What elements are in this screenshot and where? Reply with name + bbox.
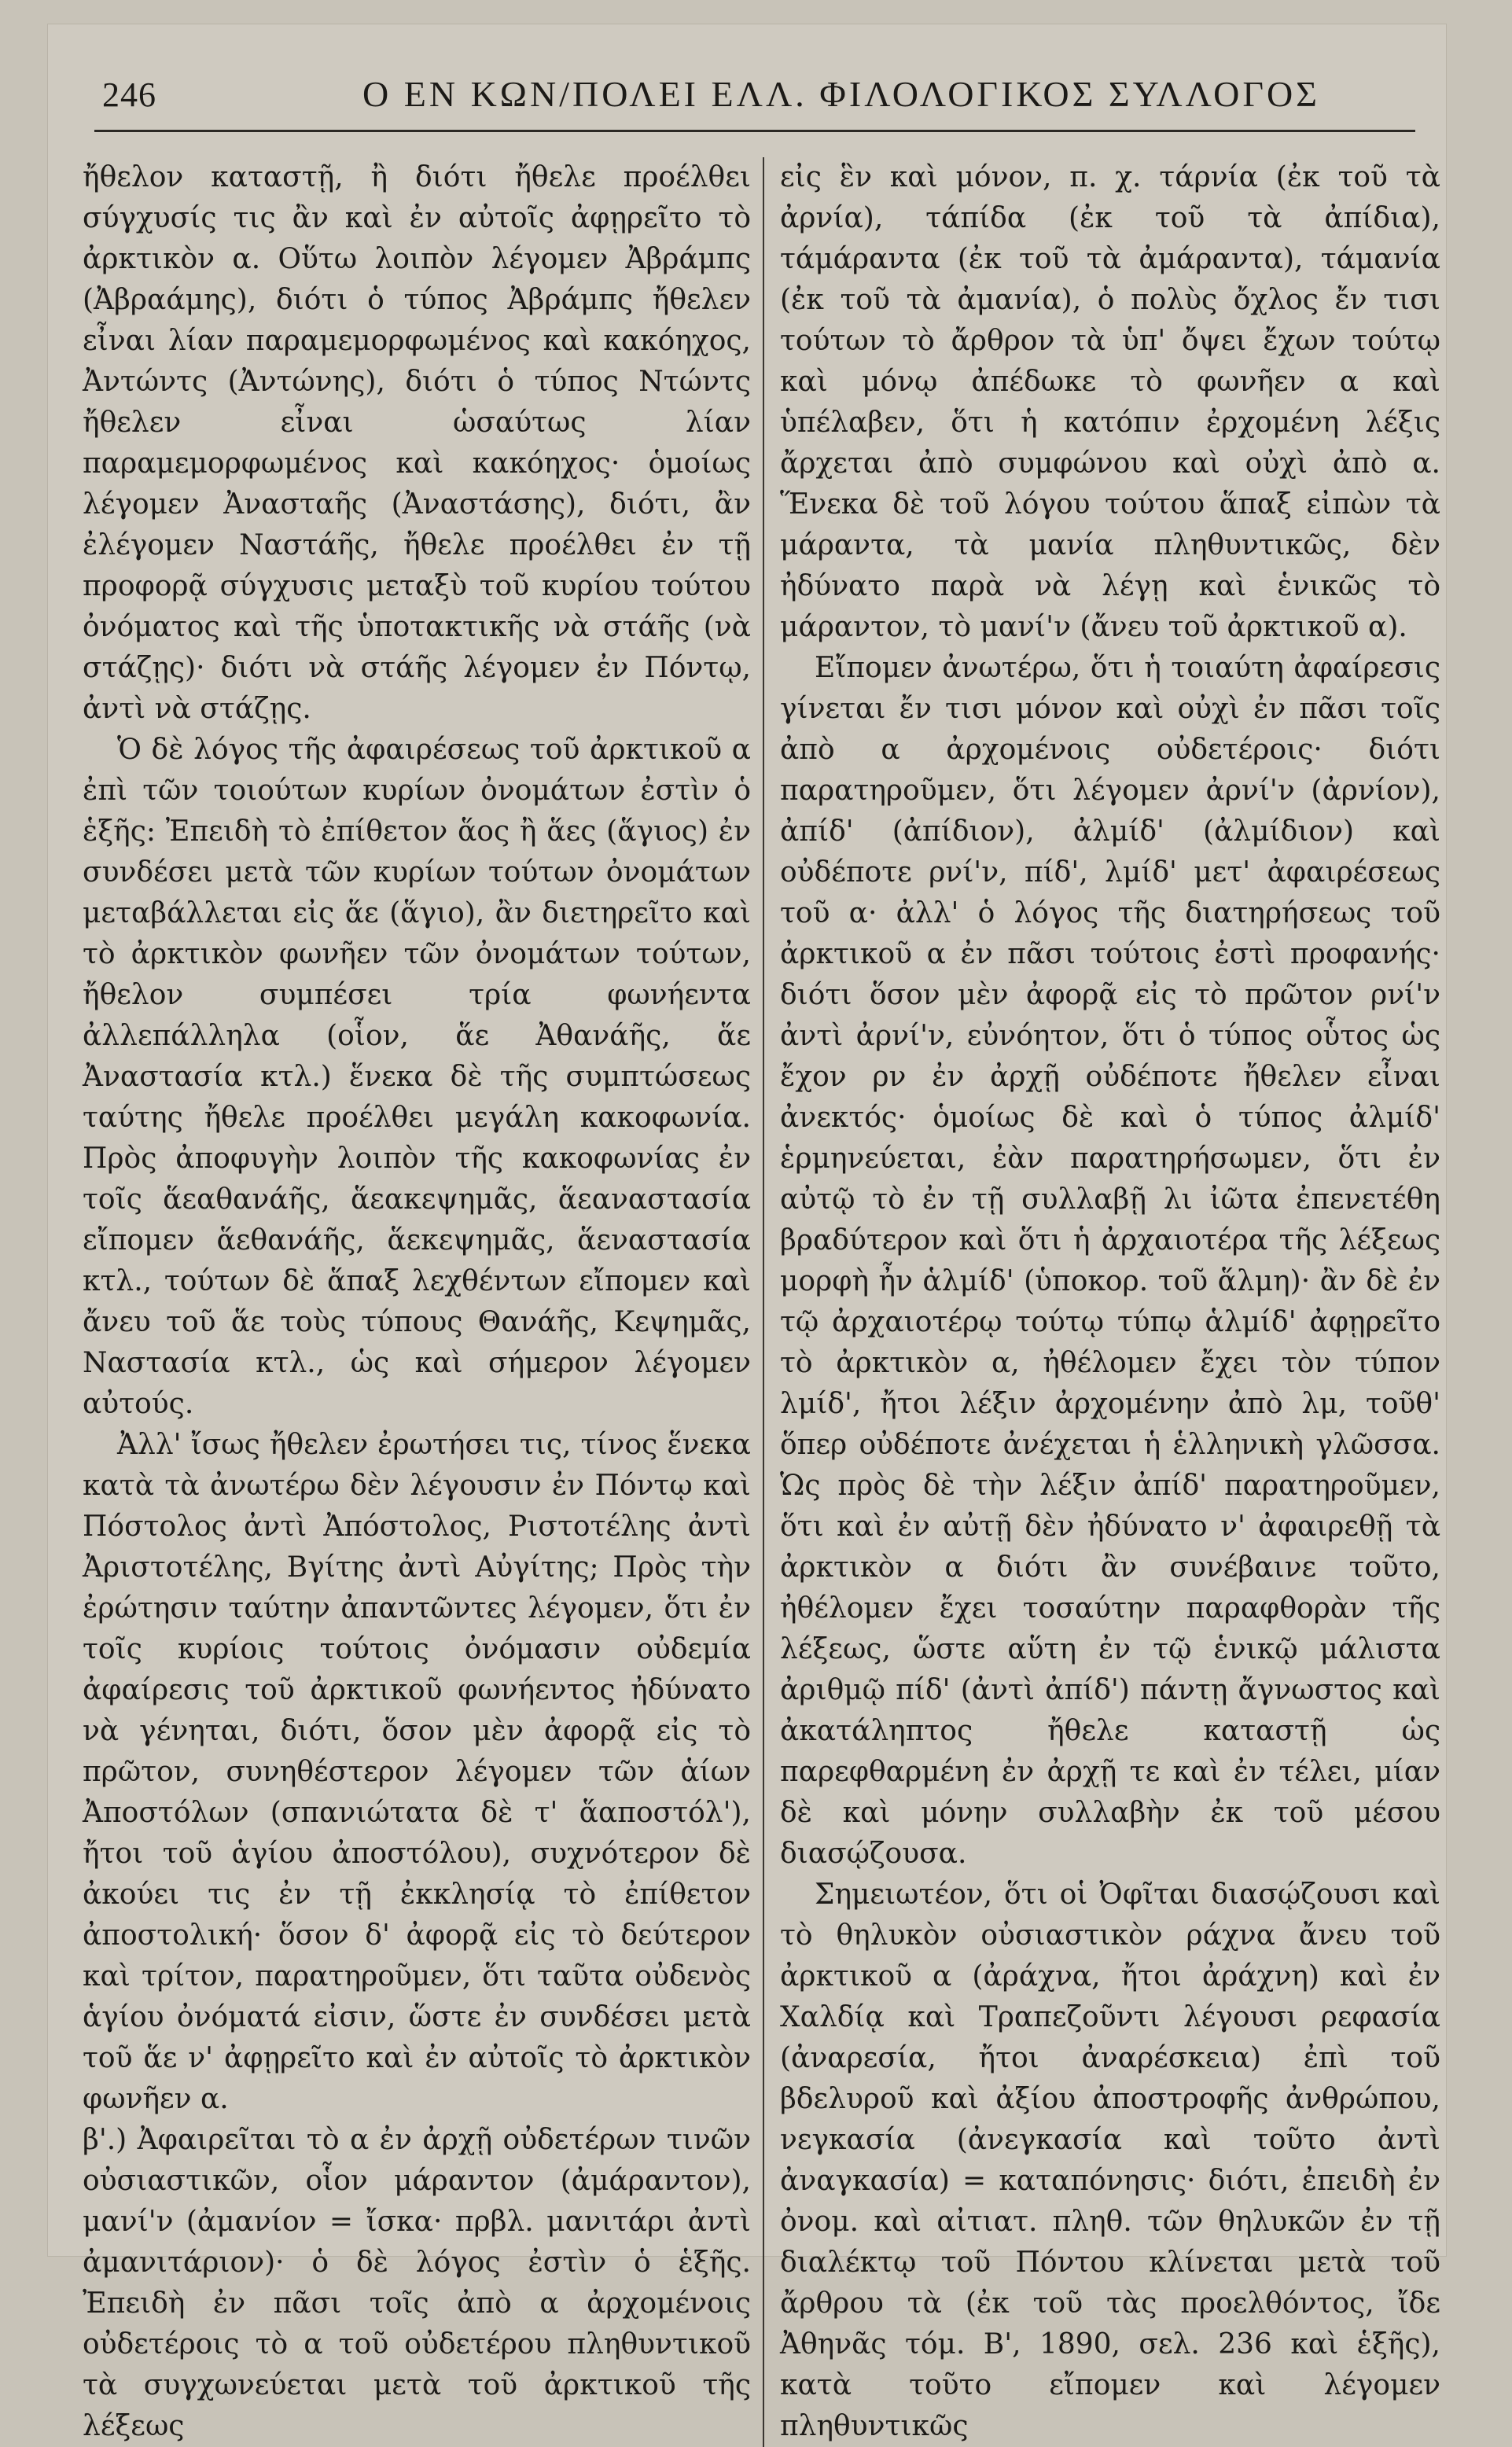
right-paragraph-1: εἰς ἓν καὶ μόνον, π. χ. τάρνία (ἐκ τοῦ τὰ ἀρνία), τάπίδα (ἐκ τοῦ τὰ ἀπίδια), τάμάραντα (ἐκ τοῦ τὰ ἀμάραντα), τάμανία (ἐκ τοῦ τὰ ἀμανία), ὁ πολὺς ὄχλος ἔν τισι τούτων τὸ ἄρθρον τὰ ὑπ' ὄψει ἔχων τούτῳ καὶ μόνῳ ἀπέδωκε τὸ φωνῆεν α καὶ ὑπέλαβεν, ὅτι ἡ κατόπιν ἐρχομένη λέξις ἄρχεται ἀπὸ συμφώνου καὶ οὐχὶ ἀπὸ α. Ἕνεκα δὲ τοῦ λόγου τούτου ἅπαξ εἰπὼν τὰ μάραντα, τὰ μανία πληθυντικῶς, δὲν ἠδύνατο παρὰ νὰ λέγῃ καὶ ἑνικῶς τὸ μάραντον, τὸ μανί'ν (ἄνευ τοῦ ἀρκτικοῦ α). bbox=[780, 161, 1440, 643]
left-paragraph-4: β'.) Ἀφαιρεῖται τὸ α ἐν ἀρχῇ οὐδετέρων τινῶν οὐσιαστικῶν, οἷον μάραντον (ἀμάραντον), μανί'ν (ἀμανίον = ἴσκα· πρβλ. μανιτάρι ἀντὶ ἀμανιτάριον)· ὁ δὲ λόγος ἐστὶν ὁ ἑξῆς. Ἐπειδὴ ἐν πᾶσι τοῖς ἀπὸ α ἀρχομένοις οὐδετέροις τὸ α τοῦ οὐδετέρου πληθυντικοῦ τὰ συγχωνεύεται μετὰ τοῦ ἀρκτικοῦ τῆς λέξεως bbox=[83, 2124, 751, 2442]
running-head: Ο ΕΝ ΚΩΝ/ΠΟΛΕΙ ΕΛΛ. ΦΙΛΟΛΟΓΙΚΟΣ ΣΥΛΛΟΓΟΣ bbox=[362, 74, 1320, 114]
right-paragraph-3: Σημειωτέον, ὅτι οἱ Ὀφῖται διασῴζουσι καὶ τὸ θηλυκὸν οὐσιαστικὸν ράχνα ἄνευ τοῦ ἀρκτικοῦ α (ἀράχνα, ἤτοι ἀράχνη) καὶ ἐν Χαλδίᾳ καὶ Τραπεζοῦντι λέγουσι ρεφασία (ἀναρεσία, ἤτοι ἀναρέσκεια) ἐπὶ τοῦ βδελυροῦ καὶ ἀξίου ἀποστροφῆς ἀνθρώπου, νεγκασία (ἀνεγκασία καὶ τοῦτο ἀντὶ ἀναγκασία) = καταπόνησις· διότι, ἐπειδὴ ἐν ὀνομ. καὶ αἰτιατ. πληθ. τῶν θηλυκῶν ἐν τῇ διαλέκτῳ τοῦ Πόντου κλίνεται μετὰ τοῦ ἄρθρου τὰ (ἐκ τοῦ τὰς προελθόντος, ἴδε Ἀθηνᾶς τόμ. Β', 1890, σελ. 236 καὶ ἑξῆς), κατὰ τοῦτο εἴπομεν καὶ λέγομεν πληθυντικῶς bbox=[780, 1878, 1440, 2442]
right-column bbox=[763, 157, 1440, 2447]
left-paragraph-2: Ὁ δὲ λόγος τῆς ἀφαιρέσεως τοῦ ἀρκτικοῦ α ἐπὶ τῶν τοιούτων κυρίων ὀνομάτων ἐστὶν ὁ ἑξῆς: Ἐπειδὴ τὸ ἐπίθετον ἅος ἢ ἅες (ἅγιος) ἐν συνδέσει μετὰ τῶν κυρίων τούτων ὀνομάτων μεταβάλλεται εἰς ἅε (ἅγιο), ἂν διετηρεῖτο καὶ τὸ ἀρκτικὸν φωνῆεν τῶν ὀνομάτων τούτων, ἤθελον συμπέσει τρία φωνήεντα ἀλλεπάλληλα (οἷον, ἅε Ἀθανάῆς, ἅε Ἀναστασία κτλ.) ἕνεκα δὲ τῆς συμπτώσεως ταύτης ἤθελε προέλθει μεγάλη κακοφωνία. Πρὸς ἀποφυγὴν λοιπὸν τῆς κακοφωνίας ἐν τοῖς ἅεαθανάῆς, ἅεακεψημᾶς, ἅεαναστασία εἴπομεν ἅεθανάῆς, ἅεκεψημᾶς, ἅεναστασία κτλ., τούτων δὲ ἅπαξ λεχθέντων εἴπομεν καὶ ἄνευ τοῦ ἅε τοὺς τύπους Θανάῆς, Κεψημᾶς, Ναστασία κτλ., ὡς καὶ σήμερον λέγομεν αὐτούς. bbox=[83, 734, 751, 1420]
page-number: 246 bbox=[102, 75, 156, 114]
right-paragraph-2: Εἴπομεν ἀνωτέρω, ὅτι ἡ τοιαύτη ἀφαίρεσις γίνεται ἔν τισι μόνον καὶ οὐχὶ ἐν πᾶσι τοῖς ἀπὸ α ἀρχομένοις οὐδετέροις· διότι παρατηροῦμεν, ὅτι λέγομεν ἀρνί'ν (ἀρνίον), ἀπίδ' (ἀπίδιον), ἀλμίδ' (ἀλμίδιον) καὶ οὐδέποτε ρνί'ν, πίδ', λμίδ' μετ' ἀφαιρέσεως τοῦ α· ἀλλ' ὁ λόγος τῆς διατηρήσεως τοῦ ἀρκτικοῦ α ἐν πᾶσι τούτοις ἐστὶ προφανής· διότι ὅσον μὲν ἀφορᾷ εἰς τὸ πρῶτον ρνί'ν ἀντὶ ἀρνί'ν, εὐνόητον, ὅτι ὁ τύπος οὗτος ὡς ἔχον ρν ἐν ἀρχῇ οὐδέποτε ἤθελεν εἶναι ἀνεκτός· ὁμοίως δὲ καὶ ὁ τύπος ἀλμίδ' ἑρμηνεύεται, ἐὰν παρατηρήσωμεν, ὅτι ἐν αὐτῷ τὸ ἐν τῇ συλλαβῇ λι ἰῶτα ἐπενετέθη βραδύτερον καὶ ὅτι ἡ ἀρχαιοτέρα τῆς λέξεως μορφὴ ἦν ἁλμίδ' (ὑποκορ. τοῦ ἅλμη)· ἂν δὲ ἐν τῷ ἀρχαιοτέρῳ τούτῳ τύπῳ ἁλμίδ' ἀφῃρεῖτο τὸ ἀρκτικὸν α, ἠθέλομεν ἔχει τὸν τύπον λμίδ', ἤτοι λέξιν ἀρχομένην ἀπὸ λμ, τοῦθ' ὅπερ οὐδέποτε ἀνέχεται ἡ ἑλληνικὴ γλῶσσα. Ὡς πρὸς δὲ τὴν λέξιν ἀπίδ' παρατηροῦμεν, ὅτι καὶ ἐν αὐτῇ δὲν ἠδύνατο ν' ἀφαιρεθῇ τὰ ἀρκτικὸν α διότι ἂν συνέβαινε τοῦτο, ἠθέλομεν ἔχει τοσαύτην παραφθορὰν τῆς λέξεως, ὥστε αὕτη ἐν τῷ ἑνικῷ μάλιστα ἀριθμῷ πίδ' (ἀντὶ ἀπίδ') πάντῃ ἄγνωστος καὶ ἀκατάληπτος ἤθελε καταστῇ ὡς παρεφθαρμένη ἐν ἀρχῇ τε καὶ ἐν τέλει, μίαν δὲ καὶ μόνην συλλαβὴν ἐκ τοῦ μέσου διασῴζουσα. bbox=[780, 652, 1440, 1870]
book-page bbox=[47, 24, 1447, 2442]
left-paragraph-1: ἤθελον καταστῇ, ἢ διότι ἤθελε προέλθει σύγχυσίς τις ἂν καὶ ἐν αὐτοῖς ἀφῃρεῖτο τὸ ἀρκτικὸν α. Οὕτω λοιπὸν λέγομεν Ἀβράμπς (Ἀβραάμης), διότι ὁ τύπος Ἀβράμπς ἤθελεν εἶναι λίαν παραμεμορφωμένος καὶ κακόηχος, Ἀντώντς (Ἀντώνης), διότι ὁ τύπος Ντώντς ἤθελεν εἶναι ὡσαύτως λίαν παραμεμορφωμένος καὶ κακόηχος· ὁμοίως λέγομεν Ἀνασταῆς (Ἀναστάσης), διότι, ἂν ἐλέγομεν Ναστάῆς, ἤθελε προέλθει ἐν τῇ προφορᾷ σύγχυσις μεταξὺ τοῦ κυρίου τούτου ὀνόματος καὶ τῆς ὑποτακτικῆς νὰ στάῆς (νὰ στάζῃς)· διότι νὰ στάῆς λέγομεν ἐν Πόντῳ, ἀντὶ νὰ στάζῃς. bbox=[83, 161, 751, 725]
left-column bbox=[83, 157, 751, 2447]
page-header bbox=[94, 59, 1415, 132]
left-paragraph-3: Ἀλλ' ἴσως ἤθελεν ἐρωτήσει τις, τίνος ἕνεκα κατὰ τὰ ἀνωτέρω δὲν λέγουσιν ἐν Πόντῳ καὶ Πόστολος ἀντὶ Ἀπόστολος, Ριστοτέλης ἀντὶ Ἀριστοτέλης, Βγίτης ἀντὶ Αὐγίτης; Πρὸς τὴν ἐρώτησιν ταύτην ἀπαντῶντες λέγομεν, ὅτι ἐν τοῖς κυρίοις τούτοις ὀνόμασιν οὐδεμία ἀφαίρεσις τοῦ ἀρκτικοῦ φωνήεντος ἠδύνατο νὰ γένηται, διότι, ὅσον μὲν ἀφορᾷ εἰς τὸ πρῶτον, συνηθέστερον λέγομεν τῶν ἁίων Ἀποστόλων (σπανιώτατα δὲ τ' ἅαποστόλ'), ἤτοι τοῦ ἁγίου ἀποστόλου), συχνότερον δὲ ἀκούει τις ἐν τῇ ἐκκλησίᾳ τὸ ἐπίθετον ἀποστολική· ὅσον δ' ἀφορᾷ εἰς τὸ δεύτερον καὶ τρίτον, παρατηροῦμεν, ὅτι ταῦτα οὐδενὸς ἁγίου ὀνόματά εἰσιν, ὥστε ἐν συνδέσει μετὰ τοῦ ἅε ν' ἀφῃρεῖτο καὶ ἐν αὐτοῖς τὸ ἀρκτικὸν φωνῆεν α. bbox=[83, 1429, 751, 2115]
